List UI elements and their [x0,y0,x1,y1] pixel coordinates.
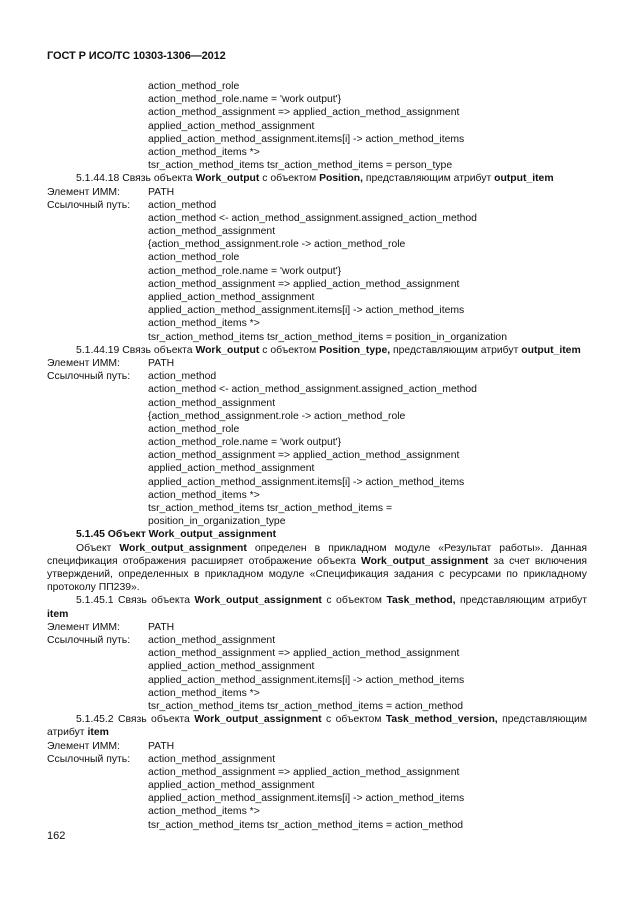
code-line: action_method_role [148,81,240,92]
reference-path-row [47,634,587,647]
aim-element-label: Элемент ИММ: [47,740,120,752]
entity-name: Work_output [195,344,260,356]
code-line: {action_method_assignment.role -> action_method_role [148,239,406,251]
code-line: applied_action_method_assignment.items[i] -> action_method_items [148,305,465,317]
code-line: tsr_action_method_items tsr_action_method_items = action_method [148,819,464,831]
section-number: 5.1.44.18 [76,173,120,185]
code-line: action_method_role [148,252,240,264]
aim-element-row [47,357,587,370]
paragraph-text: определен в прикладном модуле «Результат работы». Данная спецификация отображения расширяет отображение объекта [47,542,587,567]
code-line: action_method_assignment [148,226,276,238]
code-line: applied_action_method_assignment.items[i] -> action_method_items [148,674,465,686]
code-line: tsr_action_method_items tsr_action_method_items = [148,503,393,514]
heading-text: с объектом [259,173,320,185]
attribute-name: item [87,727,109,739]
code-line: applied_action_method_assignment.items[i] -> action_method_items [148,133,465,145]
heading-text: Связь объекта [113,595,195,607]
code-line: tsr_action_method_items tsr_action_method_items = person_type [148,160,453,172]
aim-element-label: Элемент ИММ: [47,186,120,198]
section-title [47,528,587,541]
entity-name: Work_output_assignment [194,714,322,726]
section-heading [47,594,587,620]
entity-name: Work_output [195,173,260,185]
section-number: 5.1.45.1 [76,595,114,607]
code-line: action_method_items *> [148,318,260,330]
reference-path-row [47,753,587,766]
aim-element-label: Элемент ИММ: [47,621,120,633]
paragraph-text: Объект [76,542,120,554]
code-line: applied_action_method_assignment.items[i] -> action_method_items [148,793,465,805]
entity-name: Task_method_version, [385,714,498,726]
code-block-continuation [47,80,587,172]
entity-name: Task_method, [386,595,456,607]
entity-name: Work_output_assignment [119,542,247,554]
page-number: 162 [47,830,66,842]
code-line: action_method_assignment => applied_action_method_assignment [148,107,460,119]
code-line: action_method_items *> [148,687,260,699]
code-line: action_method <- action_method_assignment.assigned_action_method [148,384,477,396]
aim-element-row [47,621,587,634]
entity-name: Work_output_assignment [361,555,489,567]
heading-text: представляющим атрибут [362,173,495,185]
section-heading [47,713,587,739]
code-line: action_method_role.name = 'work output'} [148,437,342,449]
reference-path-label: Ссылочный путь: [47,371,131,383]
code-line: position_in_organization_type [148,516,286,528]
code-line: action_method_assignment => applied_action_method_assignment [148,450,460,462]
code-line: tsr_action_method_items tsr_action_method_items = action_method [148,700,464,712]
heading-text: с объектом [321,595,387,607]
section-5-1-44-19 [47,344,587,529]
code-line: applied_action_method_assignment [148,463,315,475]
section-heading [47,172,587,185]
section-number: 5.1.44.19 [76,344,120,356]
entity-name: Position, [319,173,363,185]
aim-element-value: PATH [148,621,175,633]
reference-path-label: Ссылочный путь: [47,753,131,765]
aim-element-value: PATH [148,186,175,198]
code-line: action_method_role [148,423,240,435]
section-paragraph [47,542,587,595]
code-line: action_method_assignment [148,397,276,409]
code-line: applied_action_method_assignment [148,780,315,792]
section-heading [47,344,587,357]
section-title-text: 5.1.45 Объект Work_output_assignment [76,529,277,541]
code-line: action_method_items *> [148,489,260,501]
heading-text: представляющим атрибут [455,595,587,607]
aim-element-value: PATH [148,740,175,752]
section-5-1-45-1 [47,594,587,713]
code-line: action_method_assignment => applied_action_method_assignment [148,766,460,778]
entity-name: Work_output_assignment [194,595,322,607]
attribute-name: output_item [494,173,554,185]
heading-text: с объектом [259,344,320,356]
entity-name: Position_type, [319,344,391,356]
heading-text: представляющим атрибут [390,344,522,356]
code-line: applied_action_method_assignment.items[i] -> action_method_items [148,476,465,488]
aim-element-row [47,740,587,753]
code-line: action_method_items *> [148,806,260,818]
code-line: action_method_assignment => applied_action_method_assignment [148,648,460,660]
code-line: action_method <- action_method_assignment.assigned_action_method [148,212,477,224]
code-line: action_method_role.name = 'work output'} [148,94,342,106]
aim-element-label: Элемент ИММ: [47,357,120,369]
heading-text: Связь объекта [113,714,195,726]
heading-text: представляющим атрибут [47,714,587,739]
code-line: applied_action_method_assignment [148,661,315,673]
reference-path-row [47,199,587,212]
code-line: tsr_action_method_items tsr_action_method_items = position_in_organization [148,331,507,343]
code-line: action_method [148,199,217,211]
page-content [47,80,587,832]
section-5-1-44-18 [47,172,587,343]
code-line: applied_action_method_assignment [148,292,315,303]
attribute-name: item [47,608,69,620]
code-line: action_method [148,371,217,383]
code-line: applied_action_method_assignment [148,120,315,132]
reference-path-row [47,370,587,383]
paragraph-text: за счет включения утверждений, определенных в прикладном модуле «Спецификация задания с ресурсами по прикладному протоколу ПП239». [47,555,587,594]
code-line: action_method_assignment [148,753,276,765]
section-number: 5.1.45.2 [76,714,114,726]
heading-text: Связь объекта [119,173,196,185]
code-line: {action_method_assignment.role -> action_method_role [148,410,406,422]
heading-text: с объектом [321,714,386,726]
section-5-1-45 [47,528,587,594]
reference-path-label: Ссылочный путь: [47,634,131,646]
code-line: action_method_role.name = 'work output'} [148,265,342,277]
section-5-1-45-2 [47,713,587,832]
aim-element-value: PATH [148,357,175,369]
document-header: ГОСТ Р ИСО/ТС 10303-1306—2012 [47,50,226,62]
aim-element-row [47,186,587,199]
code-line: action_method_items *> [148,146,260,158]
code-line: action_method_assignment => applied_action_method_assignment [148,278,460,290]
code-line: action_method_assignment [148,634,276,646]
heading-text: Связь объекта [119,344,196,356]
reference-path-label: Ссылочный путь: [47,199,131,211]
attribute-name: output_item [521,344,581,356]
